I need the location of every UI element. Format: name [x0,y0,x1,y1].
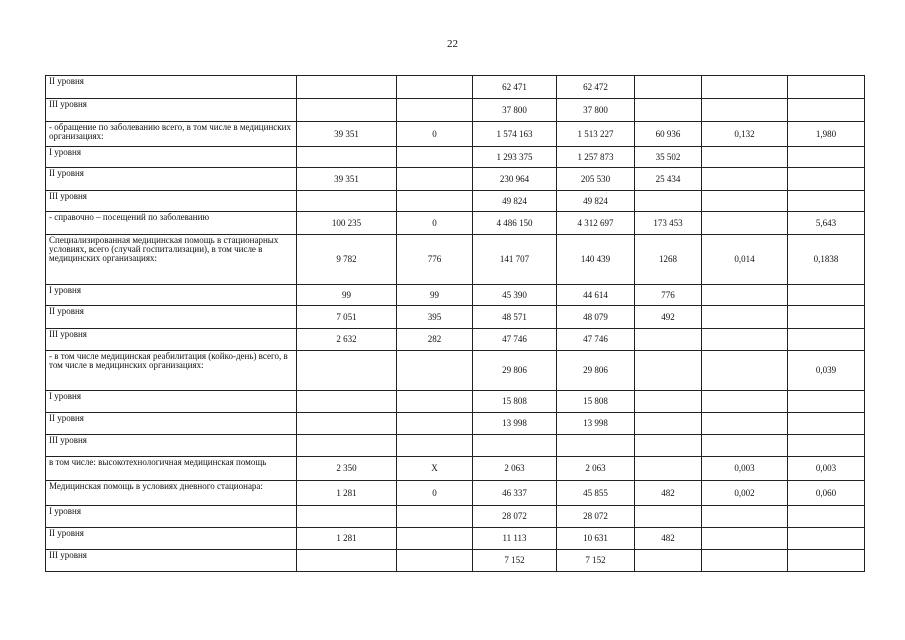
table-cell: 99 [297,285,397,306]
row-label: - обращение по заболеванию всего, в том числе в медицинских организациях: [46,122,297,147]
table-cell [397,435,473,457]
table-row [46,191,865,212]
row-label: II уровня [46,76,297,99]
table-cell [702,391,788,413]
table-cell [397,191,473,212]
table-cell [788,435,865,457]
row-label: I уровня [46,391,297,413]
row-label: III уровня [46,99,297,122]
table-cell: 62 472 [557,76,635,99]
table-cell [702,76,788,99]
table-row [46,528,865,550]
table-cell: 13 998 [473,413,557,435]
table-cell [635,506,702,528]
table-cell: 15 808 [473,391,557,413]
table-cell: 482 [635,528,702,550]
table-cell [788,506,865,528]
table-cell [297,506,397,528]
table-cell: 0 [397,481,473,506]
table-cell: 28 072 [557,506,635,528]
table-body [46,76,865,572]
table-cell [702,435,788,457]
table-row [46,481,865,506]
table-cell [788,306,865,329]
table-row [46,506,865,528]
table-cell: 0,002 [702,481,788,506]
table-cell: 141 707 [473,235,557,285]
table-cell: 0,003 [788,457,865,481]
table-cell: 1 257 873 [557,147,635,168]
table-cell: 492 [635,306,702,329]
table-cell [635,457,702,481]
table-cell: 60 936 [635,122,702,147]
row-label: I уровня [46,285,297,306]
table-row [46,147,865,168]
row-label: II уровня [46,168,297,191]
table-cell: 173 453 [635,212,702,235]
table-row [46,99,865,122]
table-cell: 0,1838 [788,235,865,285]
table-cell [397,99,473,122]
table-cell [297,550,397,572]
table-cell [297,413,397,435]
table-cell: 25 434 [635,168,702,191]
table-cell: 1 281 [297,528,397,550]
table-cell: 2 063 [557,457,635,481]
table-cell [788,550,865,572]
table-cell [397,76,473,99]
table-cell: 49 824 [557,191,635,212]
table-cell: 1 513 227 [557,122,635,147]
table-cell [297,191,397,212]
table-cell: 7 051 [297,306,397,329]
table-cell: 4 486 150 [473,212,557,235]
table-row [46,235,865,285]
table-cell: 140 439 [557,235,635,285]
table-cell: 482 [635,481,702,506]
table-cell [788,99,865,122]
table-cell [635,391,702,413]
table-row [46,306,865,329]
table-cell: 37 800 [557,99,635,122]
table-cell: 49 824 [473,191,557,212]
table-cell: 1,980 [788,122,865,147]
table-row [46,168,865,191]
table-cell [297,351,397,391]
row-label: II уровня [46,413,297,435]
table-cell: 44 614 [557,285,635,306]
table-cell: 9 782 [297,235,397,285]
table-cell: 205 530 [557,168,635,191]
table-row [46,413,865,435]
table-cell: 1 281 [297,481,397,506]
table-row [46,457,865,481]
table-cell [297,147,397,168]
table-cell [473,435,557,457]
table-cell: Х [397,457,473,481]
table-cell: 28 072 [473,506,557,528]
table-cell [702,147,788,168]
table-cell: 45 390 [473,285,557,306]
table-cell [397,351,473,391]
table-cell: 48 571 [473,306,557,329]
table-cell [702,306,788,329]
table-cell: 1268 [635,235,702,285]
table-cell: 1 574 163 [473,122,557,147]
row-label: - в том числе медицинская реабилитация (койко-день) всего, в том числе в медицинских организациях: [46,351,297,391]
table-cell [702,168,788,191]
table-cell [788,76,865,99]
table-row [46,285,865,306]
table-cell [702,285,788,306]
table-cell: 35 502 [635,147,702,168]
table-row [46,550,865,572]
table-cell: 10 631 [557,528,635,550]
table-cell [788,391,865,413]
table-cell [702,191,788,212]
table-row [46,435,865,457]
table-cell: 15 808 [557,391,635,413]
row-label: I уровня [46,506,297,528]
table-cell [397,528,473,550]
table-cell: 47 746 [557,329,635,351]
table-cell: 62 471 [473,76,557,99]
row-label: III уровня [46,191,297,212]
table-row [46,351,865,391]
table-cell: 0,003 [702,457,788,481]
table-cell [702,351,788,391]
row-label: Медицинская помощь в условиях дневного стационара: [46,481,297,506]
table-cell [297,76,397,99]
table-row [46,391,865,413]
table-cell: 0,132 [702,122,788,147]
table-cell: 395 [397,306,473,329]
table-cell [635,191,702,212]
table-row [46,212,865,235]
table-cell [788,528,865,550]
table-cell: 29 806 [473,351,557,391]
table-cell: 45 855 [557,481,635,506]
table-cell [702,528,788,550]
table-cell: 0,039 [788,351,865,391]
table-cell: 99 [397,285,473,306]
table-cell [635,351,702,391]
table-cell: 39 351 [297,168,397,191]
table-cell [635,76,702,99]
table-cell [297,99,397,122]
table-cell: 29 806 [557,351,635,391]
table-cell: 48 079 [557,306,635,329]
table-cell: 0,060 [788,481,865,506]
table-cell [397,147,473,168]
table-cell: 7 152 [473,550,557,572]
row-label: в том числе: высокотехнологичная медицинская помощь [46,457,297,481]
row-label: III уровня [46,550,297,572]
row-label: Специализированная медицинская помощь в стационарных условиях, всего (случай госпитализации), в том числе в медицинских организациях: [46,235,297,285]
table-cell: 2 632 [297,329,397,351]
table-cell [635,329,702,351]
table-cell: 7 152 [557,550,635,572]
table-cell [702,506,788,528]
table-cell [635,550,702,572]
table-cell [635,413,702,435]
row-label: III уровня [46,329,297,351]
table-cell [788,285,865,306]
statistics-table [45,75,865,572]
table-cell [397,506,473,528]
table-row [46,329,865,351]
table-cell: 47 746 [473,329,557,351]
table-cell: 11 113 [473,528,557,550]
row-label: - справочно – посещений по заболеванию [46,212,297,235]
row-label: III уровня [46,435,297,457]
table-cell [788,329,865,351]
table-cell: 2 350 [297,457,397,481]
table-cell [702,329,788,351]
table-cell: 37 800 [473,99,557,122]
table-cell: 776 [397,235,473,285]
table-cell [297,435,397,457]
table-cell [702,413,788,435]
table-cell: 13 998 [557,413,635,435]
table-row [46,76,865,99]
row-label: I уровня [46,147,297,168]
table-cell: 0 [397,212,473,235]
table-cell [788,147,865,168]
table-cell [557,435,635,457]
table-cell: 39 351 [297,122,397,147]
table-cell [702,212,788,235]
table-cell: 46 337 [473,481,557,506]
table-cell [397,168,473,191]
table-cell: 1 293 375 [473,147,557,168]
table-cell: 5,643 [788,212,865,235]
table-cell [788,168,865,191]
table-cell [702,550,788,572]
table-cell: 100 235 [297,212,397,235]
table-cell [397,413,473,435]
row-label: II уровня [46,306,297,329]
table-cell: 4 312 697 [557,212,635,235]
table-cell [788,413,865,435]
table-cell: 776 [635,285,702,306]
table-cell: 230 964 [473,168,557,191]
table-cell [297,391,397,413]
table-cell [397,391,473,413]
table-cell [635,435,702,457]
row-label: II уровня [46,528,297,550]
table-cell: 2 063 [473,457,557,481]
page-number: 22 [447,38,458,50]
table-cell [635,99,702,122]
table-cell [702,99,788,122]
table-cell: 282 [397,329,473,351]
table-cell [788,191,865,212]
table-cell [397,550,473,572]
table-cell: 0,014 [702,235,788,285]
table-cell: 0 [397,122,473,147]
table-row [46,122,865,147]
